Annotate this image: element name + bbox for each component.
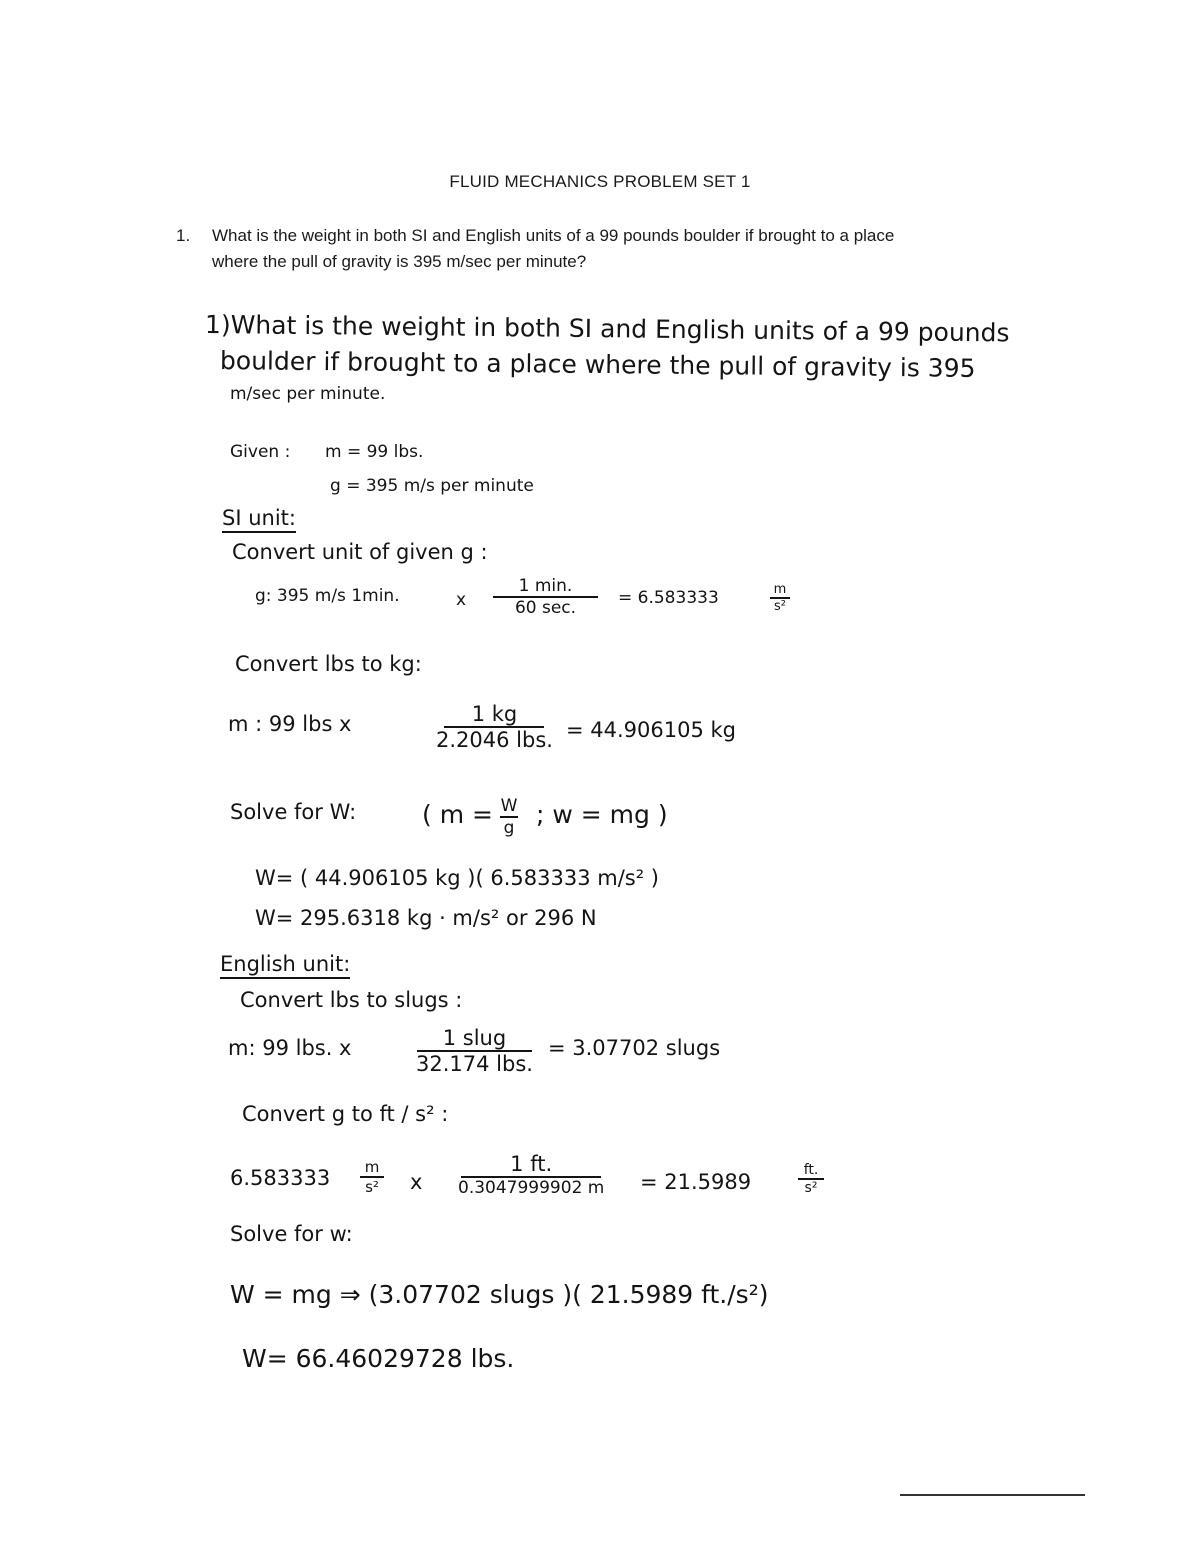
- si-g-result-unit: [770, 582, 790, 614]
- en-g-times: x: [410, 1170, 423, 1194]
- si-solve-fraction-numerator: W: [500, 796, 518, 816]
- question-number: 1.: [176, 226, 191, 245]
- si-g-unit-numerator: m: [773, 582, 787, 597]
- si-m-result: = 44.906105 kg: [566, 718, 736, 742]
- given-label: Given :: [230, 442, 291, 462]
- restated-question-line-2: boulder if brought to a place where the pull of gravity is 395: [219, 346, 976, 383]
- restated-question-line-3: m/sec per minute.: [230, 384, 386, 404]
- en-g-lhs: 6.583333: [230, 1166, 331, 1190]
- en-g-fraction-numerator: 1 ft.: [510, 1152, 553, 1176]
- si-m-fraction-numerator: 1 kg: [471, 702, 518, 726]
- english-unit-heading: English unit:: [220, 952, 350, 979]
- si-solve-rest: ; w = mg ): [536, 800, 668, 829]
- en-g-result: = 21.5989: [640, 1170, 752, 1194]
- given-gravity: g = 395 m/s per minute: [330, 476, 534, 496]
- en-m-result: = 3.07702 slugs: [548, 1036, 721, 1060]
- en-g-lhs-unit-denominator: s²: [365, 1178, 379, 1196]
- si-solve-paren-open: ( m =: [422, 800, 493, 829]
- si-g-times: x: [456, 590, 467, 610]
- en-g-result-unit: [798, 1162, 824, 1196]
- en-g-lhs-unit: [360, 1158, 384, 1196]
- restated-question-line-1: 1)What is the weight in both SI and English units of a 99 pounds: [204, 310, 1010, 348]
- si-solve-fraction-denominator: g: [503, 818, 515, 838]
- si-g-lhs: g: 395 m/s 1min.: [255, 586, 400, 606]
- si-unit-heading: SI unit:: [222, 506, 296, 533]
- si-convert-g-label: Convert unit of given g :: [232, 540, 488, 564]
- si-weight-line-2: W= 295.6318 kg · m/s² or 296 N: [255, 906, 597, 930]
- en-m-fraction: [416, 1026, 533, 1076]
- question-text-line-1: What is the weight in both SI and English units of a 99 pounds boulder if brought to a place: [212, 226, 895, 245]
- page-title: FLUID MECHANICS PROBLEM SET 1: [449, 172, 751, 191]
- si-convert-m-label: Convert lbs to kg:: [235, 652, 422, 676]
- en-m-fraction-denominator: 32.174 lbs.: [416, 1052, 533, 1076]
- si-g-fraction: [493, 576, 598, 618]
- si-m-lhs: m : 99 lbs x: [228, 712, 352, 736]
- en-g-lhs-unit-numerator: m: [364, 1158, 380, 1176]
- en-g-unit-numerator: ft.: [803, 1162, 819, 1178]
- si-m-fraction-denominator: 2.2046 lbs.: [436, 728, 553, 752]
- en-convert-g-label: Convert g to ft / s² :: [242, 1102, 449, 1126]
- question-text-line-2: where the pull of gravity is 395 m/sec per minute?: [212, 252, 587, 271]
- en-m-fraction-numerator: 1 slug: [442, 1026, 507, 1050]
- si-g-result: = 6.583333: [618, 588, 719, 608]
- given-mass: m = 99 lbs.: [325, 442, 424, 462]
- en-weight-line-2: W= 66.46029728 lbs.: [242, 1344, 515, 1373]
- en-g-fraction-denominator: 0.3047999902 m: [458, 1178, 605, 1198]
- si-m-fraction: [436, 702, 553, 752]
- si-g-fraction-numerator: 1 min.: [518, 576, 573, 596]
- si-solve-label: Solve for W:: [230, 800, 357, 824]
- si-weight-line-1: W= ( 44.906105 kg )( 6.583333 m/s² ): [255, 866, 660, 890]
- en-convert-m-label: Convert lbs to slugs :: [240, 988, 463, 1012]
- si-g-unit-denominator: s²: [774, 599, 786, 614]
- en-g-unit-denominator: s²: [804, 1180, 818, 1196]
- en-m-lhs: m: 99 lbs. x: [228, 1036, 352, 1060]
- si-g-fraction-denominator: 60 sec.: [514, 598, 577, 618]
- en-solve-label: Solve for w:: [230, 1222, 353, 1246]
- en-g-fraction: [458, 1152, 604, 1198]
- signature-line: [900, 1494, 1085, 1496]
- si-solve-fraction: [500, 796, 518, 838]
- en-weight-line-1: W = mg ⇒ (3.07702 slugs )( 21.5989 ft./s²): [230, 1280, 769, 1309]
